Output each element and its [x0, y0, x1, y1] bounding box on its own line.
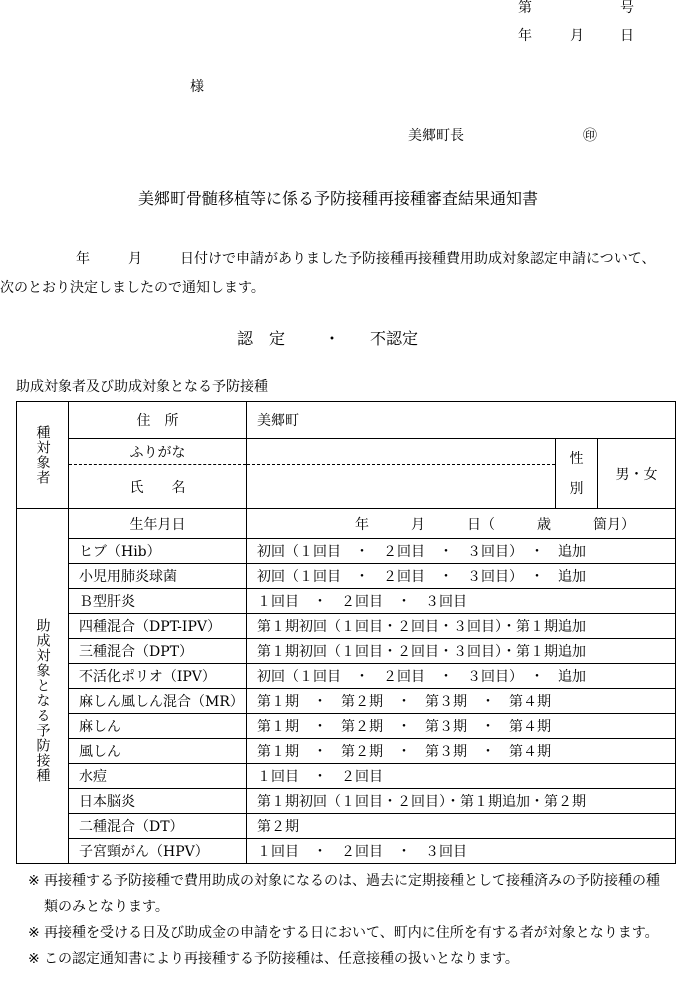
- vaccine-name: 二種混合（DT）: [69, 814, 247, 839]
- furigana-value[interactable]: [247, 439, 556, 465]
- note-mark: ※: [28, 951, 40, 967]
- vaccine-name: 水痘: [69, 764, 247, 789]
- note-item: [0, 946, 676, 972]
- seal-mark: ㊞: [583, 128, 597, 144]
- vaccine-row: [17, 564, 676, 589]
- notes-section: [0, 868, 676, 972]
- vaccine-name: 三種混合（DPT）: [69, 639, 247, 664]
- vaccine-doses: １回目 ・ ２回目: [247, 764, 676, 789]
- vaccine-name: 麻しん風しん混合（MR）: [69, 689, 247, 714]
- note-text: この認定通知書により再接種する予防接種は、任意接種の扱いとなります。: [44, 951, 519, 967]
- vaccine-name: 小児用肺炎球菌: [69, 564, 247, 589]
- vaccine-row: [17, 714, 676, 739]
- birthdate-row: [17, 509, 676, 539]
- vaccine-name: 日本脳炎: [69, 789, 247, 814]
- vaccine-row: [17, 664, 676, 689]
- note-item: [0, 920, 676, 946]
- vaccine-doses: 初回（１回目 ・ ２回目 ・ ３回目） ・ 追加: [247, 564, 676, 589]
- vaccine-name: 子宮頸がん（HPV）: [69, 839, 247, 864]
- vaccine-row: [17, 814, 676, 839]
- sex-label-text: 性別: [569, 450, 584, 497]
- vaccine-doses: １回目 ・ ２回目 ・ ３回目: [247, 589, 676, 614]
- vaccine-row: [17, 539, 676, 564]
- decision-separator: ・: [324, 329, 341, 348]
- date-day-label: 日: [620, 28, 634, 44]
- recipient-honorific: 様: [190, 79, 204, 95]
- vaccine-doses: 初回（１回目 ・ ２回目 ・ ３回目） ・ 追加: [247, 664, 676, 689]
- body-month-label: 月: [128, 251, 142, 267]
- vaccine-name: 四種混合（DPT-IPV）: [69, 614, 247, 639]
- date-month-label: 月: [570, 28, 584, 44]
- address-value: 美郷町: [247, 402, 676, 439]
- vaccine-name: 不活化ポリオ（IPV）: [69, 664, 247, 689]
- vaccine-group-label: 助成対象となる予防接種: [17, 539, 69, 864]
- note-mark: ※: [28, 925, 40, 941]
- name-label: 氏 名: [69, 465, 247, 509]
- person-group-label: 種対象者: [17, 402, 69, 509]
- vaccine-row: [17, 639, 676, 664]
- vaccine-name: 麻しん: [69, 714, 247, 739]
- vaccine-doses: 第２期: [247, 814, 676, 839]
- sex-value: 男・女: [598, 439, 676, 509]
- body-year-label: 年: [76, 251, 90, 267]
- vaccine-name: 風しん: [69, 739, 247, 764]
- note-text: 再接種を受ける日及び助成金の申請をする日において、町内に住所を有する者が対象となります。: [44, 925, 659, 941]
- address-label: 住 所: [69, 402, 247, 439]
- note-mark: ※: [28, 873, 40, 889]
- vaccine-row: [17, 689, 676, 714]
- birthdate-spacer: [17, 509, 69, 539]
- decision-reject: 不認定: [370, 329, 419, 348]
- vaccine-row: [17, 589, 676, 614]
- body-line-1: [0, 245, 676, 274]
- furigana-label: ふりがな: [69, 439, 247, 465]
- birthdate-value: 年 月 日（ 歳 箇月）: [247, 509, 676, 539]
- vaccine-doses: 第１期 ・ 第２期 ・ 第３期 ・ 第４期: [247, 739, 676, 764]
- vaccine-doses: 第１期 ・ 第２期 ・ 第３期 ・ 第４期: [247, 714, 676, 739]
- furigana-row: [17, 439, 676, 465]
- vaccine-row: [17, 839, 676, 864]
- note-text: 再接種する予防接種で費用助成の対象になるのは、過去に定期接種として接種済みの予防接種の種類のみとなります。: [44, 873, 660, 915]
- vaccine-doses: 第１期初回（１回目・２回目・３回目）・第１期追加: [247, 614, 676, 639]
- vaccine-doses: 第１期初回（１回目・２回目・３回目）・第１期追加: [247, 639, 676, 664]
- subsidy-table: [16, 401, 676, 864]
- vaccine-doses: 第１期初回（１回目・２回目）・第１期追加・第２期: [247, 789, 676, 814]
- vaccine-doses: 初回（１回目 ・ ２回目 ・ ３回目） ・ 追加: [247, 539, 676, 564]
- date-year-label: 年: [518, 28, 532, 44]
- number-prefix: 第: [518, 0, 532, 16]
- sex-label: [556, 439, 598, 509]
- number-suffix: 号: [620, 0, 634, 16]
- address-row: [17, 402, 676, 439]
- vaccine-doses: １回目 ・ ２回目 ・ ３回目: [247, 839, 676, 864]
- document-title: 美郷町骨髄移植等に係る予防接種再接種審査結果通知書: [137, 189, 538, 208]
- vaccine-row: [17, 614, 676, 639]
- note-item: [0, 868, 676, 920]
- vaccine-row: [17, 739, 676, 764]
- body-line-1-text: 日付けで申請がありました予防接種再接種費用助成対象認定申請について、: [180, 251, 656, 267]
- body-paragraph: [0, 245, 676, 303]
- table-caption: 助成対象者及び助成対象となる予防接種: [16, 379, 268, 395]
- vaccine-row: [17, 764, 676, 789]
- name-value[interactable]: [247, 465, 556, 509]
- issuer-mayor: 美郷町長: [408, 128, 464, 144]
- vaccine-doses: 第１期 ・ 第２期 ・ 第３期 ・ 第４期: [247, 689, 676, 714]
- vaccine-name: Ｂ型肝炎: [69, 589, 247, 614]
- body-line-2: 次のとおり決定しましたので通知します。: [0, 280, 265, 296]
- birthdate-label: 生年月日: [69, 509, 247, 539]
- vaccine-row: [17, 789, 676, 814]
- vaccine-name: ヒブ（Hib）: [69, 539, 247, 564]
- decision-approve: 認 定: [237, 329, 286, 348]
